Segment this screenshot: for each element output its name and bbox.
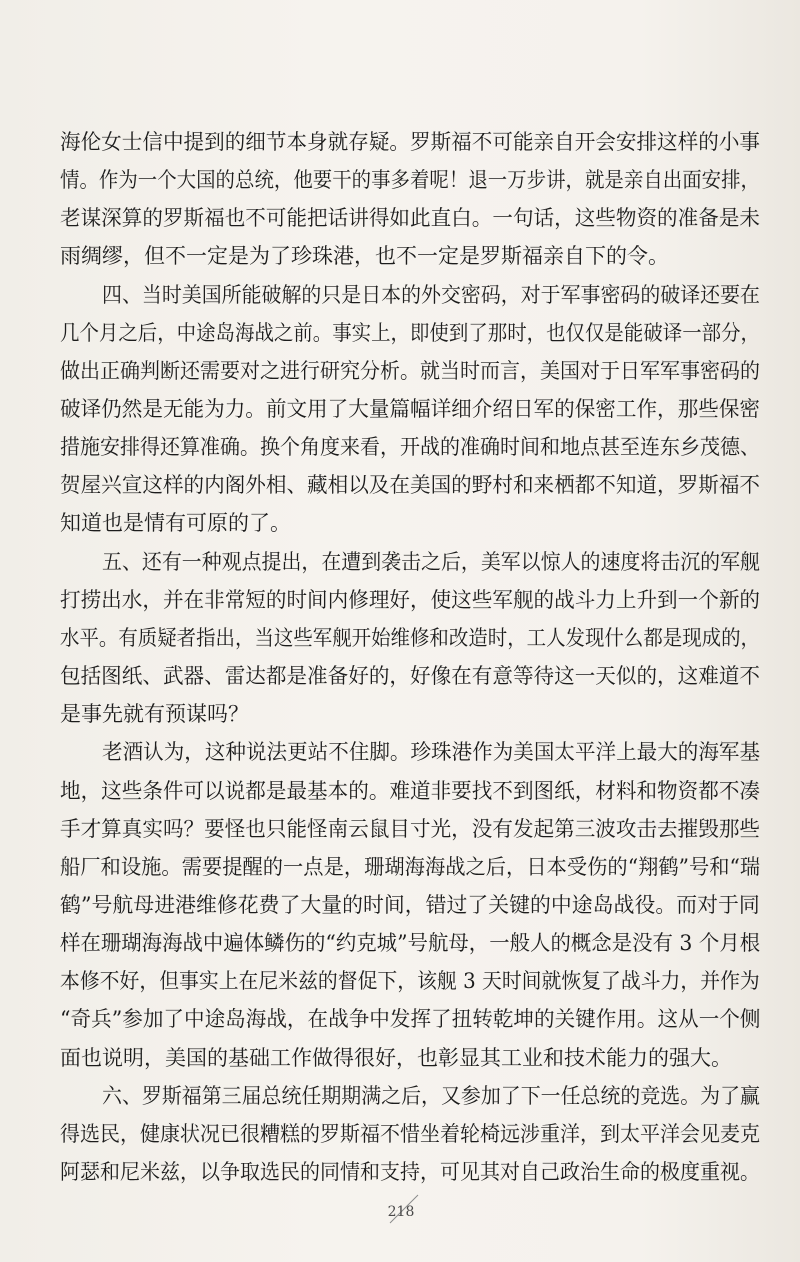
text-line: 手才算真实吗？要怪也只能怪南云鼠目寸光，没有发起第三波攻击去摧毁那些 (60, 816, 761, 841)
text-line: 得选民，健康状况已很糟糕的罗斯福不惜坐着轮椅远涉重洋，到太平洋会见麦克 (60, 1121, 761, 1146)
text-line: 四、当时美国所能破解的只是日本的外交密码，对于军事密码的破译还要在 (102, 282, 761, 307)
text-line: 五、还有一种观点提出，在遭到袭击之后，美军以惊人的速度将击沉的军舰 (102, 549, 761, 574)
text-line: 水平。有质疑者指出，当这些军舰开始维修和改造时，工人发现什么都是现成的， (60, 625, 760, 650)
text-line: 几个月之后，中途岛海战之前。事实上，即使到了那时，也仅仅是能破译一部分， (60, 320, 760, 345)
text-line: 船厂和设施。需要提醒的一点是，珊瑚海海战之后，日本受伤的“翔鹤”号和“瑞 (60, 854, 761, 879)
text-line: 做出正确判断还需要对之进行研究分析。就当时而言，美国对于日军军事密码的 (60, 358, 761, 383)
text-line: 本修不好，但事实上在尼米兹的督促下，该舰 3 天时间就恢复了战斗力，并作为 (60, 969, 760, 994)
text-line: 面也说明，美国的基础工作做得很好，也彰显其工业和技术能力的强大。 (60, 1045, 732, 1070)
text-line: “奇兵”参加了中途岛海战，在战争中发挥了扭转乾坤的关键作用。这从一个侧 (60, 1007, 761, 1032)
text-line: 老酒认为，这种说法更站不住脚。珍珠港作为美国太平洋上最大的海军基 (102, 740, 761, 765)
text-line: 老谋深算的罗斯福也不可能把话讲得如此直白。一句话，这些物资的准备是未 (60, 206, 761, 231)
text-line: 是事先就有预谋吗？ (60, 702, 249, 727)
text-line: 雨绸缪，但不一定是为了珍珠港，也不一定是罗斯福亲自下的令。 (60, 244, 669, 269)
text-line: 地，这些条件可以说都是最基本的。难道非要找不到图纸，材料和物资都不凑 (60, 778, 761, 803)
text-line: 包括图纸、武器、雷达都是准备好的，好像在有意等待这一天似的，这难道不 (60, 664, 761, 689)
text-line: 知道也是情有可原的了。 (60, 511, 291, 536)
text-line: 阿瑟和尼米兹，以争取选民的同情和支持，可见其对自己政治生命的极度重视。 (60, 1160, 761, 1184)
text-line: 海伦女士信中提到的细节本身就存疑。罗斯福不可能亲自开会安排这样的小事 (60, 130, 761, 154)
text-line: 情。作为一个大国的总统，他要干的事多着呢！退一万步讲，就是亲自出面安排， (60, 168, 760, 193)
text-line: 鹤”号航母进港维修花费了大量的时间，错过了关键的中途岛战役。而对于同 (60, 892, 760, 917)
text-line: 措施安排得还算准确。换个角度来看，开战的准确时间和地点甚至连东乡茂德、 (60, 435, 761, 460)
text-line: 贺屋兴宣这样的内阁外相、藏相以及在美国的野村和来栖都不知道，罗斯福不 (60, 473, 761, 498)
page-number: 218 (387, 1204, 415, 1220)
text-line: 打捞出水，并在非常短的时间内修理好，使这些军舰的战斗力上升到一个新的 (60, 587, 761, 612)
text-line: 六、罗斯福第三届总统任期期满之后，又参加了下一任总统的竞选。为了赢 (102, 1083, 761, 1108)
text-line: 破译仍然是无能为力。前文用了大量篇幅详细介绍日军的保密工作，那些保密 (60, 397, 761, 422)
text-line: 样在珊瑚海海战中遍体鳞伤的“约克城”号航母，一般人的概念是没有 3 个月根 (60, 931, 761, 956)
